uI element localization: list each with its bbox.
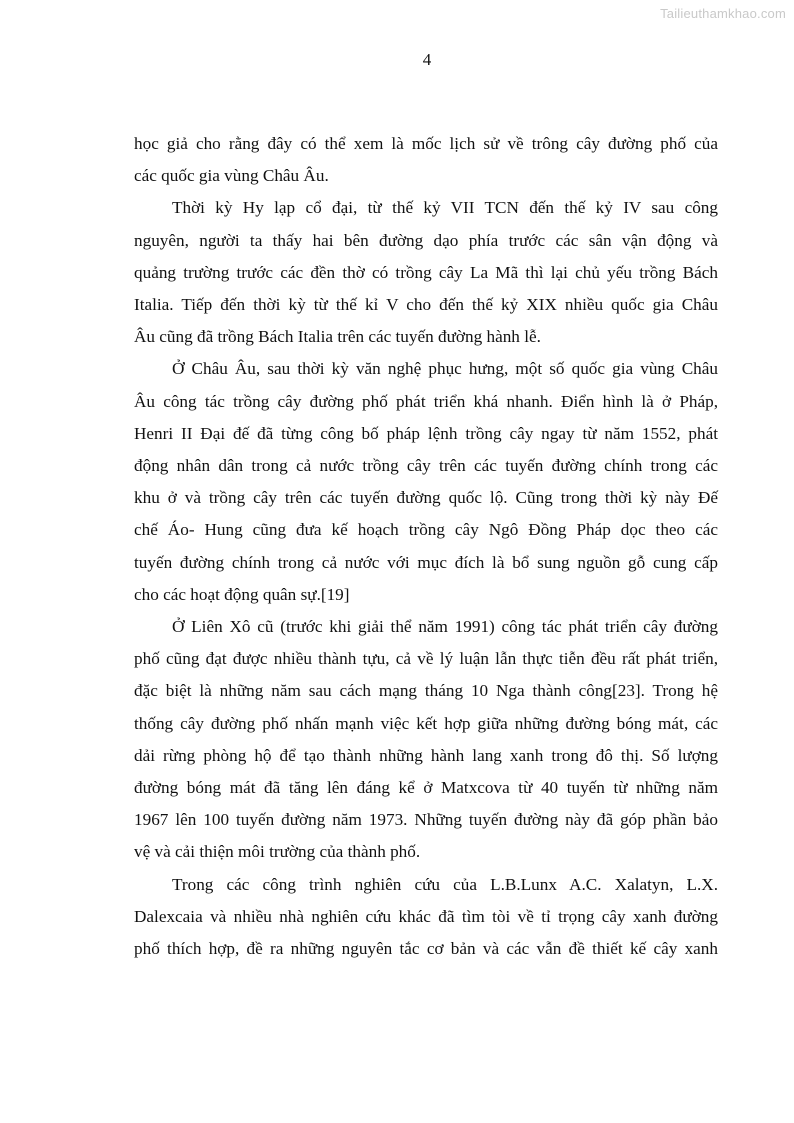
text-line: thống cây đường phố nhấn mạnh việc kết hợp giữa những đường bóng mát, các <box>134 713 718 733</box>
text-line: các quốc gia vùng Châu Âu. <box>134 166 329 186</box>
text-line: dải rừng phòng hộ để tạo thành những hành lang xanh trong đô thị. Số lượng <box>134 745 718 765</box>
body-text <box>134 128 718 965</box>
text-line: chế Áo- Hung cũng đưa kế hoạch trồng cây Ngô Đồng Pháp dọc theo các <box>134 520 718 540</box>
text-line: vệ và cải thiện môi trường của thành phố. <box>134 842 421 862</box>
text-line: Henri II Đại đế đã từng công bố pháp lệnh trồng cây ngay từ năm 1552, phát <box>134 423 718 443</box>
text-line: nguyên, người ta thấy hai bên đường dạo phía trước các sân vận động và <box>134 230 718 250</box>
text-line: tuyến đường chính trong cả nước với mục đích là bổ sung nguồn gỗ cung cấp <box>134 552 718 572</box>
text-line: Âu công tác trồng cây đường phố phát triển khá nhanh. Điển hình là ở Pháp, <box>134 391 718 411</box>
watermark: Tailieuthamkhao.com <box>660 6 786 21</box>
paragraph-research-works <box>134 869 718 966</box>
text-line: học giả cho rằng đây có thể xem là mốc lịch sử về trông cây đường phố của <box>134 134 718 153</box>
text-line: Italia. Tiếp đến thời kỳ từ thế kỉ V cho đến thế kỷ XIX nhiều quốc gia Châu <box>134 295 718 315</box>
text-line: động nhân dân trong cả nước trồng cây trên các tuyến đường chính trong các <box>134 456 718 476</box>
text-line: quảng trường trước các đền thờ có trồng cây La Mã thì lại chủ yếu trồng Bách <box>134 262 718 282</box>
paragraph-greek-period <box>134 192 718 353</box>
text-line: phố thích hợp, đề ra những nguyên tắc cơ bản và các vẫn đề thiết kế cây xanh <box>134 939 718 959</box>
text-line: Ở Liên Xô cũ (trước khi giải thể năm 1991) công tác phát triển cây đường <box>172 617 718 637</box>
text-line: Thời kỳ Hy lạp cổ đại, từ thế kỷ VII TCN đến thế kỷ IV sau công <box>172 198 718 218</box>
text-line: 1967 lên 100 tuyến đường năm 1973. Những tuyến đường này đã góp phần bảo <box>134 810 718 830</box>
text-line: cho các hoạt động quân sự.[19] <box>134 584 350 604</box>
text-line: đặc biệt là những năm sau cách mạng tháng 10 Nga thành công[23]. Trong hệ <box>134 681 718 701</box>
text-line: Trong các công trình nghiên cứu của L.B.Lunx A.C. Xalatyn, L.X. <box>172 874 718 894</box>
text-line: khu ở và trồng cây trên các tuyến đường quốc lộ. Cũng trong thời kỳ này Đế <box>134 488 718 508</box>
paragraph-europe-renaissance <box>134 353 718 611</box>
text-line: Ở Châu Âu, sau thời kỳ văn nghệ phục hưng, một số quốc gia vùng Châu <box>172 359 718 379</box>
text-line: Dalexcaia và nhiều nhà nghiên cứu khác đã tìm tòi về tỉ trọng cây xanh đường <box>134 906 718 926</box>
text-line: đường bóng mát đã tăng lên đáng kể ở Matxcova từ 40 tuyến từ những năm <box>134 778 718 798</box>
text-line: phố cũng đạt được nhiều thành tựu, cả về lý luận lẫn thực tiễn đều rất phát triển, <box>134 649 718 669</box>
text-line: Âu cũng đã trồng Bách Italia trên các tuyến đường hành lễ. <box>134 327 541 347</box>
paragraph-soviet-union <box>134 611 718 869</box>
page-number: 4 <box>422 50 432 69</box>
paragraph-continuation <box>134 128 718 192</box>
